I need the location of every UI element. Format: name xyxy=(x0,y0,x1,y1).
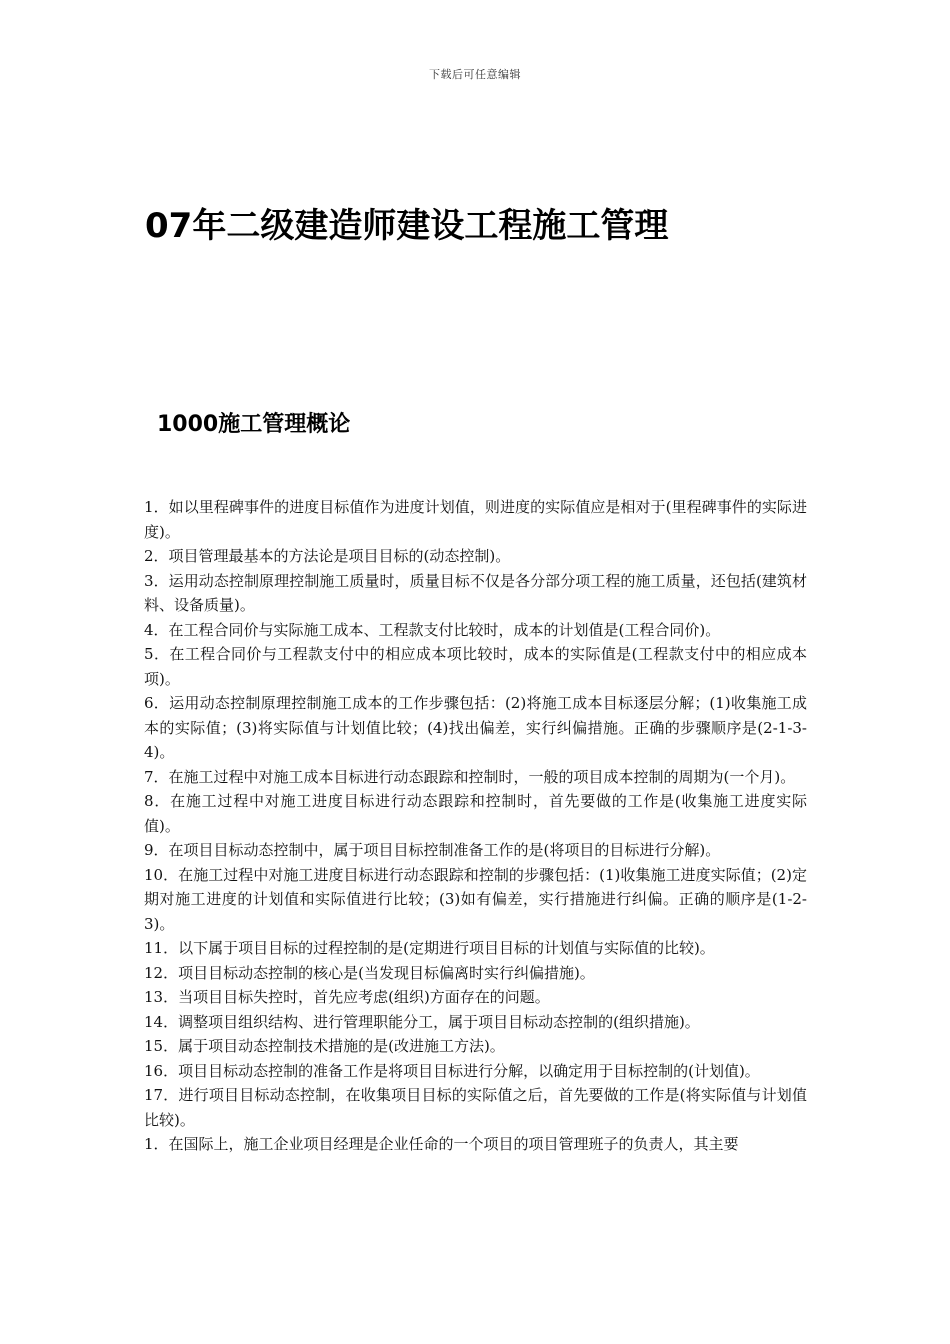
page-header-watermark: 下载后可任意编辑 xyxy=(429,68,521,81)
question-item: 1．如以里程碑事件的进度目标值作为进度计划值，则进度的实际值应是相对于(里程碑事件的实际进度)。 xyxy=(144,498,807,541)
document-title: 07年二级建造师建设工程施工管理 xyxy=(145,206,669,246)
question-item: 4．在工程合同价与实际施工成本、工程款支付比较时，成本的计划值是(工程合同价)。 xyxy=(144,620,721,639)
question-item: 2．项目管理最基本的方法论是项目目标的(动态控制)。 xyxy=(144,547,511,565)
question-item: 16．项目目标动态控制的准备工作是将项目目标进行分解，以确定用于目标控制的(计划值)。 xyxy=(144,1061,760,1080)
question-item: 14．调整项目组织结构、进行管理职能分工，属于项目目标动态控制的(组织措施)。 xyxy=(144,1012,700,1031)
question-item: 15．属于项目动态控制技术措施的是(改进施工方法)。 xyxy=(144,1037,505,1055)
question-item: 8．在施工过程中对施工进度目标进行动态跟踪和控制时，首先要做的工作是(收集施工进度实际值)。 xyxy=(144,792,807,835)
question-item: 12．项目目标动态控制的核心是(当发现目标偏离时实行纠偏措施)。 xyxy=(144,963,595,982)
section-heading: 1000施工管理概论 xyxy=(157,412,351,437)
question-item: 13．当项目目标失控时，首先应考虑(组织)方面存在的问题。 xyxy=(144,988,550,1006)
question-item: 1．在国际上，施工企业项目经理是企业任命的一个项目的项目管理班子的负责人，其主要 xyxy=(144,1135,739,1153)
question-item: 11．以下属于项目目标的过程控制的是(定期进行项目目标的计划值与实际值的比较)。 xyxy=(144,939,715,957)
question-item: 17．进行项目目标动态控制，在收集项目目标的实际值之后，首先要做的工作是(将实际值与计划值比较)。 xyxy=(144,1086,807,1129)
question-item: 5．在工程合同价与工程款支付中的相应成本项比较时，成本的实际值是(工程款支付中的相应成本项)。 xyxy=(144,645,807,688)
question-item: 9．在项目目标动态控制中，属于项目目标控制准备工作的是(将项目的目标进行分解)。 xyxy=(144,841,721,859)
question-item: 7．在施工过程中对施工成本目标进行动态跟踪和控制时，一般的项目成本控制的周期为(一个月)。 xyxy=(144,767,796,786)
question-item: 6．运用动态控制原理控制施工成本的工作步骤包括：(2)将施工成本目标逐层分解；(1)收集施工成本的实际值；(3)将实际值与计划值比较；(4)找出偏差，实行纠偏措施。正确的步骤顺序是(2-1-3-4)。 xyxy=(144,694,807,761)
question-list xyxy=(144,495,807,1157)
question-item: 10．在施工过程中对施工进度目标进行动态跟踪和控制的步骤包括：(1)收集施工进度实际值；(2)定期对施工进度的计划值和实际值进行比较；(3)如有偏差，实行措施进行纠偏。正确的顺序是(1-2-3)。 xyxy=(144,865,807,933)
question-item: 3．运用动态控制原理控制施工质量时，质量目标不仅是各分部分项工程的施工质量，还包括(建筑材料、设备质量)。 xyxy=(144,571,807,614)
